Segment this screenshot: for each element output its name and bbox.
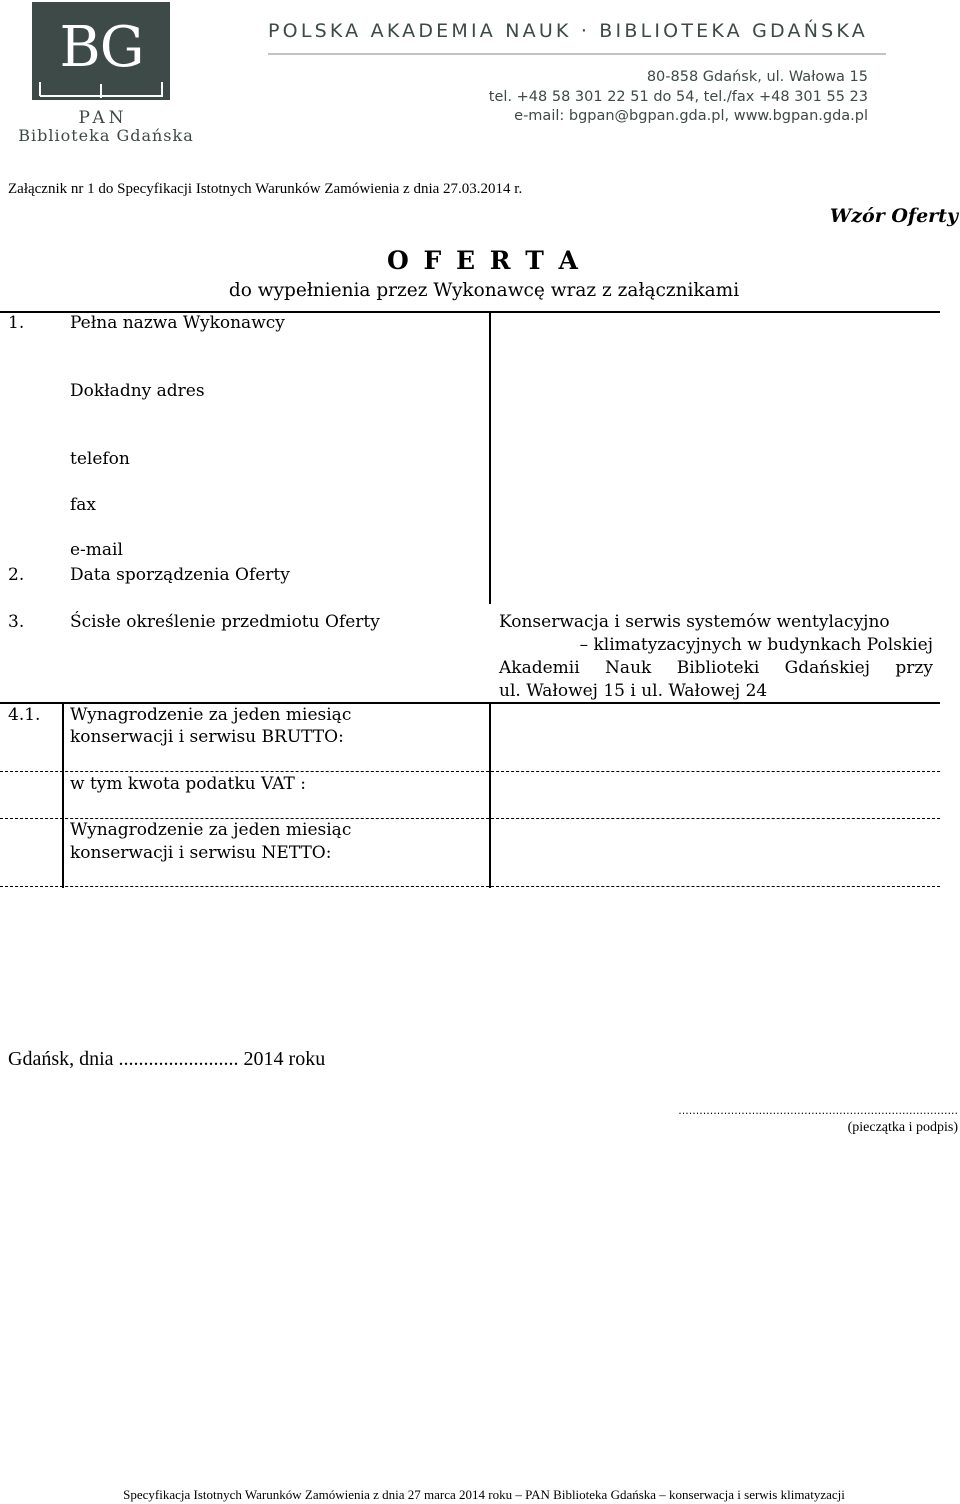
- address-line: 80-858 Gdańsk, ul. Wałowa 15: [646, 69, 868, 85]
- offer-subject-label: Ścisłe określenie przedmiotu Oferty: [70, 612, 380, 632]
- address-label: Dokładny adres: [70, 381, 205, 401]
- offer-date-label: Data sporządzenia Oferty: [70, 565, 290, 585]
- net-pay-label-line-1: Wynagrodzenie za jeden miesiąc: [70, 820, 352, 840]
- template-label: Wzór Oferty: [829, 205, 958, 227]
- section-4-mid-divider: [489, 704, 491, 888]
- section-2-number: 2.: [8, 565, 25, 585]
- institution-title: POLSKA AKADEMIA NAUK · BIBLIOTEKA GDAŃSKA: [268, 20, 868, 42]
- net-pay-label-line-2: konserwacji i serwisu NETTO:: [70, 843, 332, 863]
- dashed-rule-3: [0, 886, 940, 887]
- logo-library-name: Biblioteka Gdańska: [18, 126, 194, 145]
- signature-label: (pieczątka i podpis): [847, 1120, 958, 1135]
- offer-subject-line-3: Akademii Nauk Biblioteki Gdańskiej przy: [499, 658, 933, 678]
- contact-block: [489, 68, 868, 127]
- phone-label: telefon: [70, 449, 130, 469]
- section-4-left-divider: [62, 704, 64, 888]
- letterhead-rule: [268, 53, 886, 55]
- section-1-2-divider: [489, 312, 491, 604]
- dashed-rule-2: [0, 818, 940, 819]
- vat-label: w tym kwota podatku VAT :: [70, 774, 306, 794]
- vat-field[interactable]: [495, 774, 935, 816]
- gross-pay-label-line-1: Wynagrodzenie za jeden miesiąc: [70, 705, 352, 725]
- contractor-details-field[interactable]: [495, 316, 935, 600]
- offer-subject-line-4: ul. Wałowej 15 i ul. Wałowej 24: [499, 681, 768, 701]
- email-label: e-mail: [70, 540, 123, 560]
- signature-line: ................................................................................: [678, 1104, 958, 1117]
- attachment-note: Załącznik nr 1 do Specyfikacji Istotnych Warunków Zamówienia z dnia 27.03.2014 r.: [8, 181, 523, 197]
- phone-line: tel. +48 58 301 22 51 do 54, tel./fax +48 301 55 23: [488, 88, 868, 105]
- section-3-number: 3.: [8, 612, 25, 632]
- document-subtitle: do wypełnienia przez Wykonawcę wraz z załącznikami: [228, 280, 740, 301]
- offer-subject-line-1: Konserwacja i serwis systemów wentylacyjno: [499, 612, 890, 632]
- section-3-bottom-rule: [0, 702, 940, 704]
- document-title: O F E R T A: [387, 246, 581, 275]
- section-1-number: 1.: [8, 313, 25, 333]
- place-date-line: Gdańsk, dnia ........................ 2014 roku: [8, 1048, 326, 1070]
- gross-pay-field[interactable]: [495, 706, 935, 768]
- page-footer: Specyfikacja Istotnych Warunków Zamówienia z dnia 27 marca 2014 roku – PAN Biblioteka Gdańska – konserwacja i serwis klimatyzacji: [123, 1487, 845, 1502]
- logo-letters: BG: [59, 15, 143, 80]
- net-pay-field[interactable]: [495, 822, 935, 884]
- contractor-name-label: Pełna nazwa Wykonawcy: [70, 313, 285, 333]
- gross-pay-label-line-2: konserwacji i serwisu BRUTTO:: [70, 727, 344, 747]
- offer-subject-line-2: – klimatyzacyjnych w budynkach Polskiej: [579, 635, 933, 655]
- email-line: e-mail: bgpan@bgpan.gda.pl, www.bgpan.gda.pl: [514, 108, 868, 124]
- logo-book-icon: [32, 0, 172, 104]
- section-4-1-number: 4.1.: [8, 705, 41, 725]
- logo-pan: PAN: [78, 108, 128, 128]
- fax-label: fax: [70, 495, 97, 515]
- dashed-rule-1: [0, 771, 940, 772]
